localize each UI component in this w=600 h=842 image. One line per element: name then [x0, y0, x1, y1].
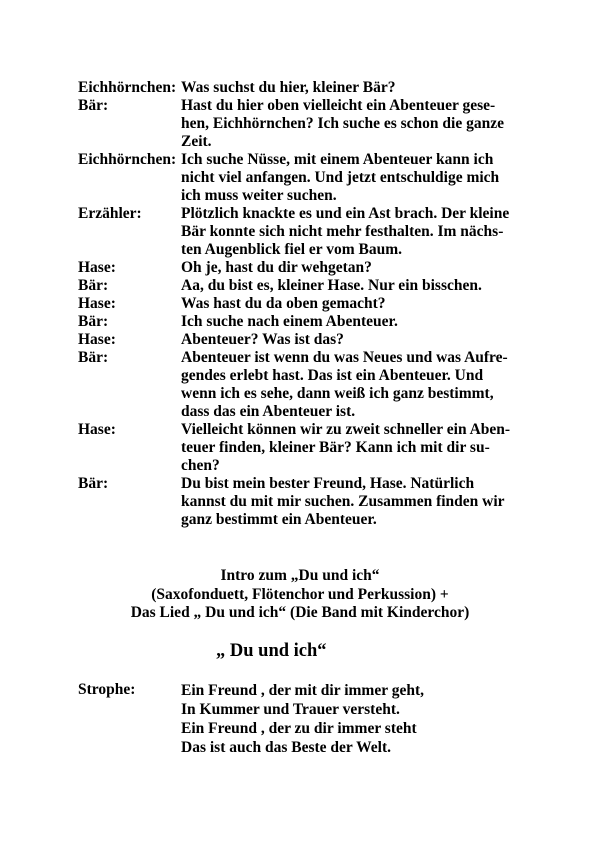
song-stanza: [78, 681, 424, 757]
dialogue-line: [78, 151, 528, 205]
speech-text: [181, 421, 528, 475]
speech-line: teuer finden, kleiner Bär? Kann ich mit dir su-: [181, 439, 490, 456]
speaker-label: Bär:: [78, 277, 109, 294]
speech-line: Hast du hier oben vielleicht ein Abenteuer gese-: [181, 97, 496, 114]
speech-line: Was hast du da oben gemacht?: [181, 295, 386, 312]
verse-line: Das ist auch das Beste der Welt.: [181, 739, 391, 756]
speaker-label: Hase:: [78, 259, 116, 276]
song-title: „ Du und ich“: [216, 641, 327, 661]
speech-line: ganz bestimmt ein Abenteuer.: [181, 511, 377, 528]
speech-line: Zeit.: [181, 133, 212, 150]
dialogue-line: [78, 421, 528, 475]
dialogue-line: [78, 277, 528, 295]
speech-line: Aa, du bist es, kleiner Hase. Nur ein bisschen.: [181, 277, 482, 294]
speech-text: [181, 475, 528, 529]
dialogue-line: [78, 79, 528, 97]
speech-line: Vielleicht können wir zu zweit schneller ein Aben-: [181, 421, 511, 438]
speaker-label: Hase:: [78, 421, 116, 438]
dialogue-line: [78, 475, 528, 529]
speech-text: [181, 277, 528, 295]
speech-line: nicht viel anfangen. Und jetzt entschuldige mich: [181, 169, 500, 186]
speech-text: [181, 313, 528, 331]
speech-line: Ich suche Nüsse, mit einem Abenteuer kann ich: [181, 151, 494, 168]
speech-line: chen?: [181, 457, 220, 474]
dialogue-line: [78, 349, 528, 421]
speaker-label: Eichhörnchen:: [78, 151, 177, 168]
speaker-label: Bär:: [78, 475, 109, 492]
verse-line: Ein Freund , der mit dir immer geht,: [181, 682, 424, 699]
intro-line: (Saxofonduett, Flötenchor und Perkussion) +: [151, 585, 449, 603]
speaker-label: Bär:: [78, 349, 109, 366]
speaker-label: Hase:: [78, 331, 116, 348]
intro-line: Das Lied „ Du und ich“ (Die Band mit Kinderchor): [130, 604, 470, 621]
speech-text: [181, 349, 528, 421]
stanza-label: Strophe:: [78, 681, 136, 698]
speech-line: Abenteuer? Was ist das?: [181, 331, 344, 348]
speech-line: Abenteuer ist wenn du was Neues und was Aufre-: [181, 349, 508, 366]
dialogue-line: [78, 331, 528, 349]
speech-line: kannst du mit mir suchen. Zusammen finden wir: [181, 493, 505, 510]
dialogue-line: [78, 205, 528, 259]
dialogue-line: [78, 97, 528, 151]
speech-line: hen, Eichhörnchen? Ich suche es schon die ganze: [181, 115, 504, 132]
dialogue-block: [78, 79, 528, 529]
speech-line: Plötzlich knackte es und ein Ast brach. Der kleine: [181, 205, 510, 222]
speech-line: Ich suche nach einem Abenteuer.: [181, 313, 398, 330]
speech-text: [181, 79, 528, 97]
speech-line: Bär konnte sich nicht mehr festhalten. Im nächs-: [181, 223, 504, 240]
verse-line: Ein Freund , der zu dir immer steht: [181, 720, 417, 737]
speaker-label: Hase:: [78, 295, 116, 312]
dialogue-line: [78, 295, 528, 313]
speech-text: [181, 295, 528, 313]
intro-heading: [0, 567, 600, 623]
speech-text: [181, 331, 528, 349]
verse-line: In Kummer und Trauer versteht.: [181, 701, 400, 718]
speech-text: [181, 205, 528, 259]
speech-text: [181, 97, 528, 151]
intro-line: Intro zum „Du und ich“: [220, 567, 380, 584]
speech-line: ten Augenblick fiel er vom Baum.: [181, 241, 403, 258]
speaker-label: Bär:: [78, 97, 109, 114]
speech-line: ich muss weiter suchen.: [181, 187, 337, 204]
dialogue-line: [78, 259, 528, 277]
speech-line: Was suchst du hier, kleiner Bär?: [181, 79, 396, 96]
speaker-label: Erzähler:: [78, 205, 142, 222]
speech-text: [181, 259, 528, 277]
speaker-label: Eichhörnchen:: [78, 79, 177, 96]
dialogue-line: [78, 313, 528, 331]
speech-line: wenn ich es sehe, dann weiß ich ganz bestimmt,: [181, 385, 494, 402]
speech-line: Oh je, hast du dir wehgetan?: [181, 259, 372, 276]
speech-line: dass das ein Abenteuer ist.: [181, 403, 356, 420]
speech-line: gendes erlebt hast. Das ist ein Abenteuer. Und: [181, 367, 484, 384]
speaker-label: Bär:: [78, 313, 109, 330]
speech-line: Du bist mein bester Freund, Hase. Natürlich: [181, 475, 475, 492]
verse-text: [181, 681, 424, 757]
speech-text: [181, 151, 528, 205]
